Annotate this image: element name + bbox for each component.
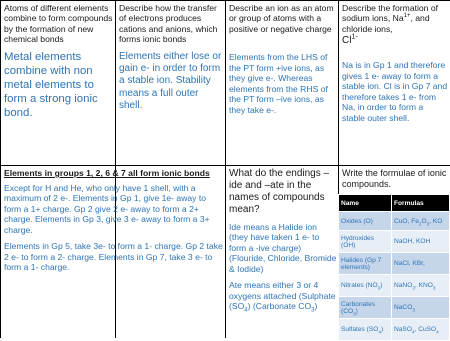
sodium-chloride-answer: Na is in Gp 1 and therefore gives 1 e- away to form a stable ion. Cl is in Gp 7 and therefore takes 1 e- from Na, in order to form a stable outer shell. bbox=[342, 60, 448, 123]
row-formula: NaCl, KBr, bbox=[392, 253, 450, 275]
table-row bbox=[339, 231, 450, 253]
table-row bbox=[339, 253, 450, 275]
grid-left-border bbox=[0, 0, 1, 338]
groups-heading: Elements in groups 1, 2, 6 & 7 all form ionic bonds bbox=[4, 168, 210, 178]
row-formula: NaCO$_3$ bbox=[392, 297, 450, 319]
groups-para-1: Except for H and He, who only have 1 shell, with a maximum of 2 e-. Elements in Gp 1, give 1e- away to form a 1+ charge. Gp 2 give 2 e- away to form a 2+ charge. Elements in Gp 3, give 3 e- away to form a 3+ charge. bbox=[4, 183, 210, 235]
cell-electron-transfer bbox=[119, 3, 223, 163]
formula-table-header bbox=[339, 195, 450, 212]
bonds-prompt: Atoms of different elements combine to form compounds by the formation of new chemical bonds bbox=[4, 3, 113, 45]
table-row bbox=[339, 319, 450, 341]
formula-table bbox=[338, 194, 450, 341]
header-name: Name bbox=[339, 195, 392, 212]
row-name: Halides (Gp 7 elements) bbox=[339, 253, 392, 275]
row-name: Carbonates $(CO_3)$ bbox=[339, 297, 392, 319]
cell-endings bbox=[229, 168, 337, 338]
row-name: Sulfates $(SO_4)$ bbox=[339, 319, 392, 341]
grid-vline-4 bbox=[225, 166, 226, 338]
table-row bbox=[339, 297, 450, 319]
row-name: Oxides (O) bbox=[339, 212, 392, 231]
cell-ion-description bbox=[229, 3, 336, 163]
header-formulas: Formulas bbox=[392, 195, 450, 212]
table-row bbox=[339, 275, 450, 297]
electron-transfer-prompt: Describe how the transfer of electrons produces cations and anions, which forms ionic bonds bbox=[119, 3, 218, 45]
row-name: Hydroxides (OH) bbox=[339, 231, 392, 253]
groups-para-2: Elements in Gp 5, take 3e- to form a 1- charge. Gp 2 take 2 e- to form a 2- charge. Elements in Gp 7, take 3 e- to form a 1- charge. bbox=[4, 241, 223, 273]
grid-hline bbox=[0, 165, 450, 166]
endings-question: What do the endings – ide and –ate in the names of compounds mean? bbox=[229, 168, 330, 215]
chloride-ion-label: $Cl^{1-}$ bbox=[342, 34, 358, 47]
ion-description-prompt: Describe an ion as an atom or group of atoms with a positive or negative charge bbox=[229, 3, 334, 34]
grid-top-border bbox=[0, 0, 450, 1]
formulae-heading: Write the formulae of ionic compounds. bbox=[342, 168, 447, 189]
sodium-chloride-prompt: Describe the formation of sodium ions, $Na^{1+}$, and chloride ions, bbox=[342, 3, 439, 34]
endings-answer-ate: Ate means either 3 or 4 oxygens attached (Sulphate $(SO_4)$ (Carbonate $CO_3$) bbox=[229, 280, 336, 315]
table-row bbox=[339, 212, 450, 231]
ion-description-answer: Elements from the LHS of the PT form +ive ions, as they give e-. Whereas elements from the RHS of the PT form –ive ions, as they take e-. bbox=[229, 52, 328, 115]
endings-answer-ide: Ide means a Halide ion (they have taken 1 e- to form a -ive charge) (Flouride, Chloride, Bromide & Iodide) bbox=[229, 222, 337, 274]
row-name: Nitrates $(NO_3)$ bbox=[339, 275, 392, 297]
cell-bonds bbox=[4, 3, 114, 163]
row-formula: CuO, $Fe_2O_3$, KO bbox=[392, 212, 450, 231]
grid-vline-2 bbox=[225, 0, 226, 166]
cell-sodium-chloride bbox=[342, 3, 448, 163]
bonds-answer: Metal elements combine with non metal elements to form a strong ionic bond. bbox=[4, 50, 98, 119]
row-formula: NaSO$_4$, CuSO$_4$ bbox=[392, 319, 450, 341]
row-formula: NaOH, KOH bbox=[392, 231, 450, 253]
row-formula: NaNO$_3$, $KNO_3$ bbox=[392, 275, 450, 297]
cell-groups bbox=[4, 168, 224, 336]
electron-transfer-answer: Elements either lose or gain e- in order to form a stable ion. Stability means a full outer shell. bbox=[119, 50, 222, 111]
cell-formulae-heading bbox=[342, 168, 448, 194]
